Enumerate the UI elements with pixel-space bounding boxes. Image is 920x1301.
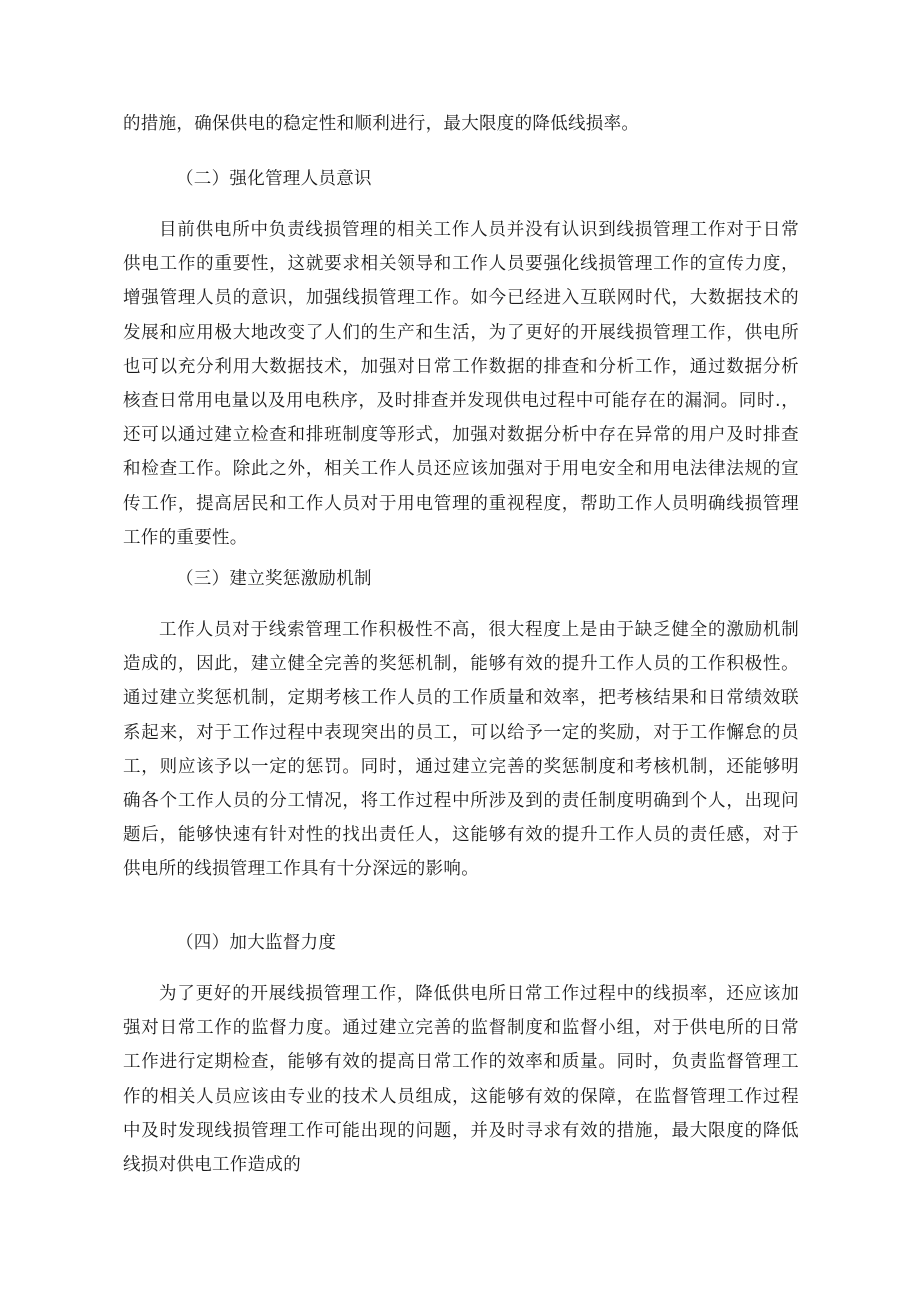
paragraph-incentive-mechanism: 工作人员对于线索管理工作积极性不高，很大程度上是由于缺乏健全的激励机制造成的，因此，建立健全完善的奖惩机制，能够有效的提升工作人员的工作积极性。通过建立奖惩机制，定期考核工作人员的工作质量和效率，把考核结果和日常绩效联系起来，对于工作过程中表现突出的员工，可以给予一定的奖励，对于工作懈怠的员工，则应该予以一定的惩罚。同时，通过建立完善的奖惩制度和考核机制，还能够明确各个工作人员的分工情况，将工作过程中所涉及到的责任制度明确到个人，出现问题后，能够快速有针对性的找出责任人，这能够有效的提升工作人员的责任感，对于供电所的线损管理工作具有十分深远的影响。 <box>123 620 799 880</box>
paragraph-management-awareness: 目前供电所中负责线损管理的相关工作人员并没有认识到线损管理工作对于日常供电工作的重要性，这就要求相关领导和工作人员要强化线损管理工作的宣传力度，增强管理人员的意识，加强线损管理工作。如今已经进入互联网时代，大数据技术的发展和应用极大地改变了人们的生产和生活，为了更好的开展线损管理工作，供电所也可以充分利用大数据技术，加强对日常工作数据的排查和分析工作，通过数据分析核查日常用电量以及用电秩序，及时排查并发现供电过程中可能存在的漏洞。同时.，还可以通过建立检查和排班制度等形式，加强对数据分析中存在异常的用户及时排查和检查工作。除此之外，相关工作人员还应该加强对于用电安全和用电法律法规的宣传工作，提高居民和工作人员对于用电管理的重视程度，帮助工作人员明确线损管理工作的重要性。 <box>123 220 799 548</box>
section-heading-3: （三）建立奖惩激励机制 <box>176 569 372 589</box>
section-heading-4: （四）加大监督力度 <box>176 933 337 953</box>
paragraph-continued: 的措施，确保供电的稳定性和顺利进行，最大限度的降低线损率。 <box>123 114 640 134</box>
paragraph-supervision: 为了更好的开展线损管理工作，降低供电所日常工作过程中的线损率，还应该加强对日常工作的监督力度。通过建立完善的监督制度和监督小组，对于供电所的日常工作进行定期检查，能够有效的提高日常工作的效率和质量。同时，负责监督管理工作的相关人员应该由专业的技术人员组成，这能够有效的保障，在监督管理工作过程中及时发现线损管理工作可能出现的问题，并及时寻求有效的措施，最大限度的降低线损对供电工作造成的 <box>123 984 799 1176</box>
section-heading-2: （二）强化管理人员意识 <box>176 169 372 189</box>
